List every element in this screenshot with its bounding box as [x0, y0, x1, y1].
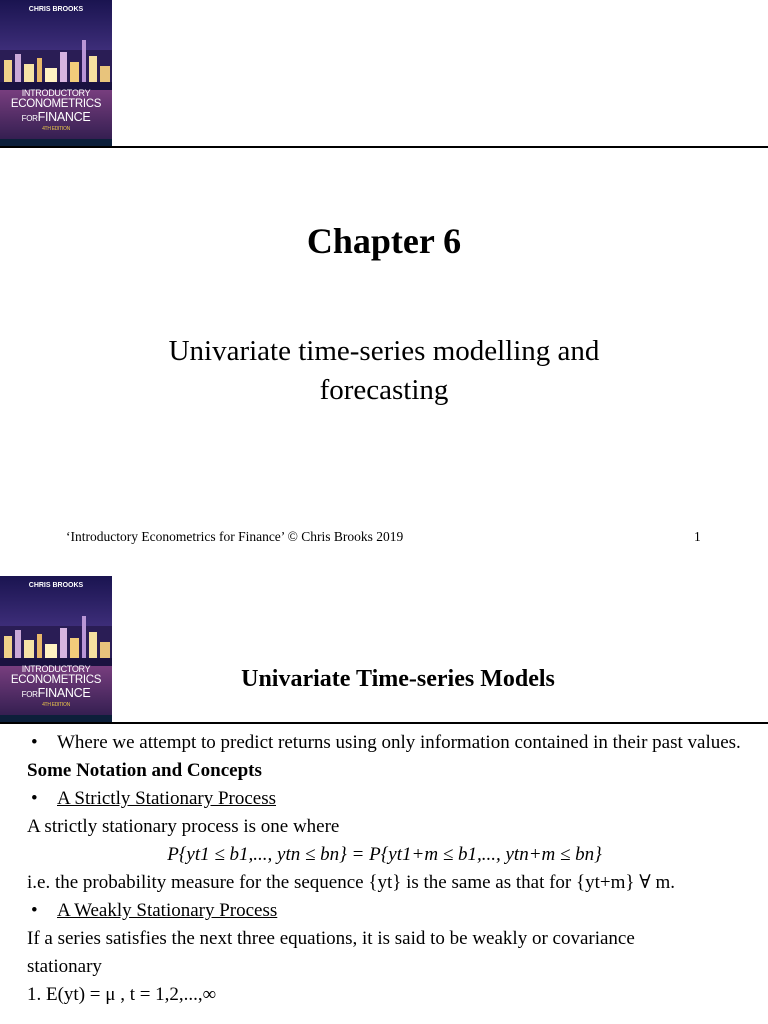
subtitle-line-2: forecasting — [319, 374, 449, 406]
cover-title-line1: INTRODUCTORY — [21, 664, 91, 674]
chapter-subtitle — [134, 332, 634, 410]
cover-title-finance: FINANCE — [37, 110, 91, 124]
cover-author: CHRIS BROOKS — [28, 6, 84, 13]
mean-equation: 1. E(yt) = μ , t = 1,2,...,∞ — [27, 984, 217, 1005]
book-cover-image — [0, 576, 112, 723]
probability-measure-line: i.e. the probability measure for the sequence {yt} is the same as that for {yt+m} ∀ m. — [27, 872, 676, 893]
city-skyline-icon — [0, 30, 112, 90]
cover-title-finance: FINANCE — [37, 686, 91, 700]
slide-content — [27, 731, 742, 1007]
footer-copyright: ‘Introductory Econometrics for Finance’ © Chris Brooks 2019 — [66, 529, 404, 544]
cover-edition: 4TH EDITION — [42, 126, 70, 132]
cover-author: CHRIS BROOKS — [28, 582, 84, 589]
bullet-strictly-stationary — [27, 787, 742, 811]
weak-definition-line2: stationary — [27, 956, 102, 977]
slide-title: Univariate Time-series Models — [241, 666, 555, 692]
cover-title-line3 — [0, 686, 112, 700]
cover-title-for: FOR — [21, 114, 38, 123]
cover-title-line2: ECONOMETRICS — [10, 674, 102, 686]
cover-title-line2: ECONOMETRICS — [10, 98, 102, 110]
page-number: 1 — [694, 529, 701, 544]
strict-stationarity-equation: P{yt1 ≤ b1,..., ytn ≤ bn} = P{yt1+m ≤ b1,..., ytn+m ≤ bn} — [167, 844, 602, 865]
book-cover-image — [0, 0, 112, 147]
strictly-stationary-label: A Strictly Stationary Process — [57, 788, 277, 809]
section-heading: Some Notation and Concepts — [27, 760, 262, 781]
subtitle-line-1: Univariate time-series modelling and — [168, 335, 600, 367]
city-skyline-icon — [0, 606, 112, 666]
cover-title-line1: INTRODUCTORY — [21, 88, 91, 98]
bullet-predict-returns: • Where we attempt to predict returns using only information contained in their past values. — [27, 731, 742, 755]
weakly-stationary-label: A Weakly Stationary Process — [57, 900, 278, 921]
cover-title-for: FOR — [21, 690, 38, 699]
bullet-weakly-stationary — [27, 899, 742, 923]
slide-2 — [0, 576, 768, 1024]
chapter-title: Chapter 6 — [306, 221, 462, 261]
header-divider — [0, 146, 768, 148]
header-divider — [0, 722, 768, 724]
cover-edition: 4TH EDITION — [42, 702, 70, 708]
weak-definition-line1: If a series satisfies the next three equations, it is said to be weakly or covariance — [27, 928, 635, 949]
strict-definition: A strictly stationary process is one where — [27, 816, 340, 837]
cover-title-line3 — [0, 110, 112, 124]
